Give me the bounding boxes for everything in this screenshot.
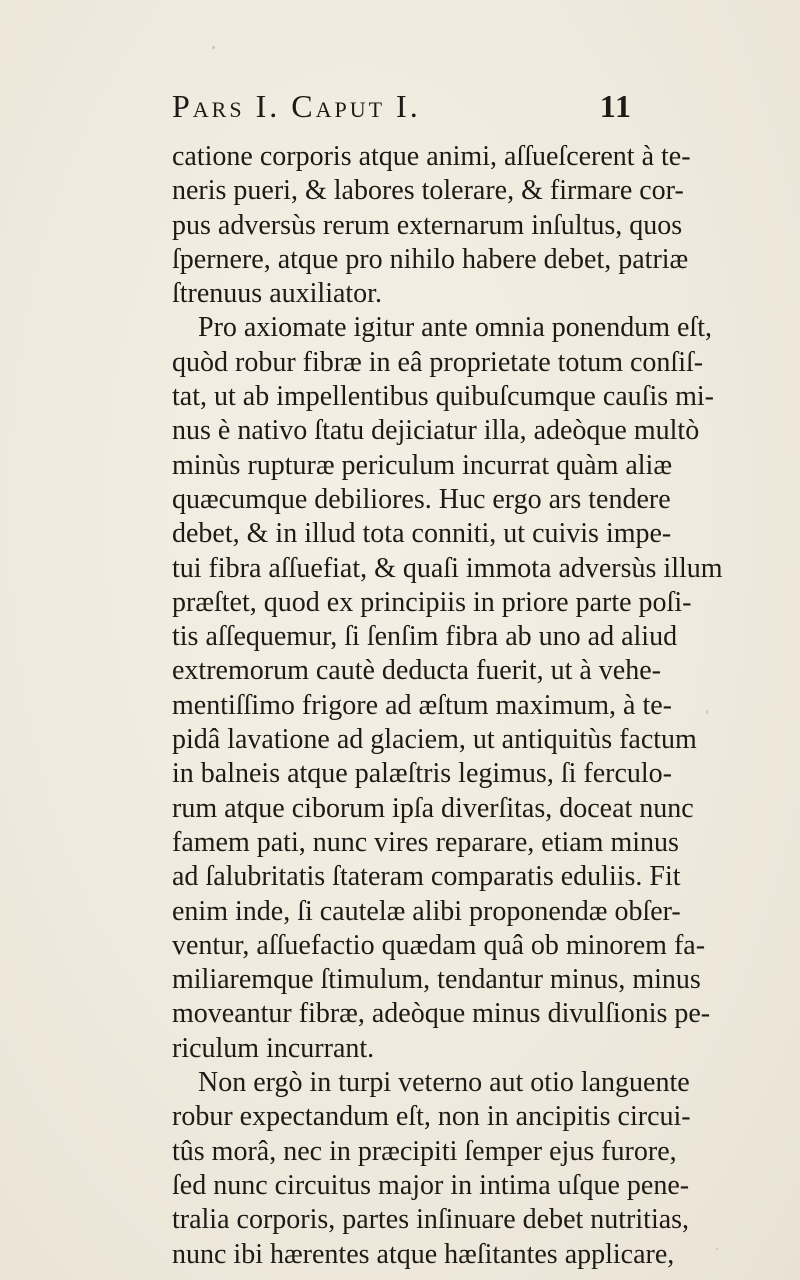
text-line: ad ſalubritatis ſtateram comparatis eduliis. Fit [172,861,681,893]
text-line: catione corporis atque animi, aſſueſcerent à te- [172,141,691,172]
text-line: tui fibra aſſuefiat, & quaſi immota adversùs illum [172,552,723,584]
text-line: ventur, aſſuefactio quædam quâ ob minorem fa- [172,929,706,961]
text-line: Non ergò in turpi veterno aut otio languente [198,1067,690,1099]
text-line: minùs rupturæ periculum incurrat quàm aliæ [172,449,673,481]
text-line: rum atque ciborum ipſa diverſitas, doceat nunc [172,792,694,824]
text-line: ſpernere, atque pro nihilo habere debet, patriæ [172,243,689,275]
text-line: debet, & in illud tota conniti, ut cuivis impe- [172,518,672,550]
paper-speck [706,710,708,714]
running-header [172,88,632,128]
text-line: tûs morâ, nec in præcipiti ſemper ejus furore, [172,1135,677,1167]
text-line: enim inde, ſi cautelæ alibi proponendæ obſer- [172,895,681,927]
text-line: tis aſſequemur, ſi ſenſim fibra ab uno ad aliud [172,621,678,653]
text-line: nus è nativo ſtatu dejiciatur illa, adeòque multò [172,415,700,447]
text-line: ſtrenuus auxiliator. [172,278,382,310]
text-line: tat, ut ab impellentibus quibuſcumque cauſis mi- [172,381,715,413]
running-head: Pars I. Caput I. [172,88,421,124]
text-line: riculum incurrant. [172,1032,375,1064]
text-line: robur expectandum eſt, non in ancipitis circui- [172,1101,691,1133]
text-line: moveantur fibræ, adeòque minus divulſionis pe- [172,998,711,1030]
text-line: Pro axiomate igitur ante omnia ponendum eſt, [198,312,712,344]
text-line: extremorum cautè deducta fuerit, ut à vehe- [172,655,661,687]
text-line: pus adversùs rerum externarum inſultus, quos [172,209,683,241]
text-line: famem pati, nunc vires reparare, etiam minus [172,826,679,858]
text-line: nunc ibi hærentes atque hæſitantes applicare, [172,1238,675,1270]
text-line: neris pueri, & labores tolerare, & firmare cor- [172,175,684,207]
body-text [172,140,723,1272]
paper-speck [716,1248,718,1250]
page-number: 11 [599,88,632,124]
text-line: quæcumque debiliores. Huc ergo ars tendere [172,483,671,515]
text-line: ſed nunc circuitus major in intima uſque pene- [172,1169,690,1201]
text-line: pidâ lavatione ad glaciem, ut antiquitùs factum [172,724,697,756]
text-line: in balneis atque palæſtris legimus, ſi ferculo- [172,758,672,790]
text-line: miliaremque ſtimulum, tendantur minus, minus [172,964,701,996]
text-line: mentiſſimo frigore ad æſtum maximum, à te- [172,689,673,721]
text-line: tralia corporis, partes inſinuare debet nutritias, [172,1204,690,1236]
paper-speck [212,46,215,49]
text-line: præſtet, quod ex principiis in priore parte poſi- [172,586,692,618]
text-line: quòd robur fibræ in eâ proprietate totum conſiſ- [172,346,704,378]
